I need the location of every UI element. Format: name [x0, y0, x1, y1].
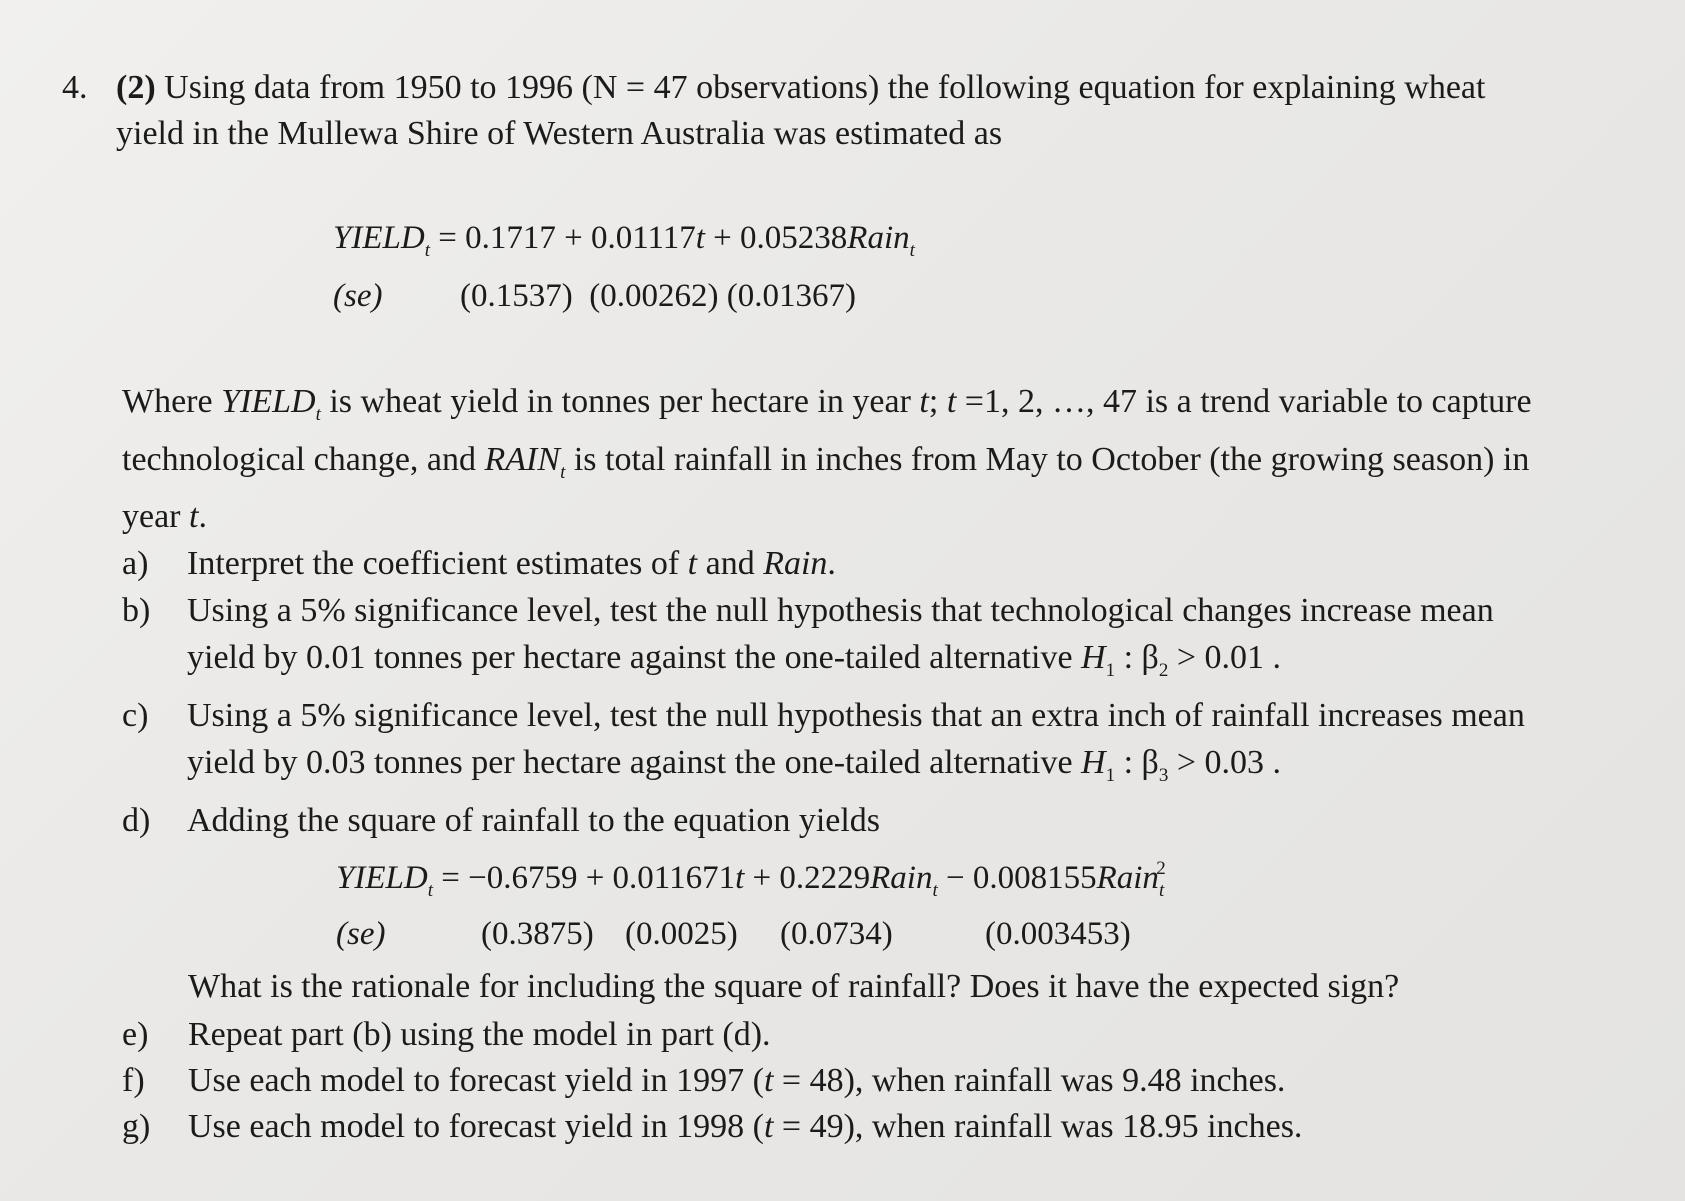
part-b-line2: yield by 0.01 tonnes per hectare against the one-tailed alternative $H_1$ : $\beta_2 > 0.01$ . [187, 639, 1282, 681]
part-a-text: Interpret the coefficient estimates of t and Rain. [187, 545, 836, 582]
part-c-line2: yield by 0.03 tonnes per hectare against the one-tailed alternative $H_1$ : $\beta_3 > 0.03$ . [187, 744, 1282, 786]
part-g-text: Use each model to forecast yield in 1998 (t = 49), when rainfall was 18.95 inches. [188, 1108, 1303, 1145]
eq1-rain: Rain [847, 220, 910, 256]
part-f-text: Use each model to forecast yield in 1997 (t = 48), when rainfall was 9.48 inches. [188, 1062, 1286, 1099]
part-e-label: e) [122, 1016, 149, 1053]
equation-2-se-label: (se) [336, 916, 386, 952]
part-c-label: c) [122, 697, 149, 734]
part-g-label: g) [122, 1108, 151, 1145]
question-marks: (2) [116, 69, 156, 106]
equation-1 [333, 218, 915, 261]
part-d-label: d) [122, 802, 151, 839]
description-line1: Where $YIELD_t$ is wheat yield in tonnes per hectare in year t; t =1, 2, …, 47 is a trend variable to capture [122, 383, 1532, 425]
part-f-label: f) [122, 1062, 145, 1099]
intro-text-1: Using data from 1950 to 1996 (N = 47 observations) the following equation for explaining wheat [164, 69, 1486, 106]
eq1-sub: t [424, 240, 430, 261]
eq1-rhs1: = 0.1717 + 0.01117 [429, 220, 696, 256]
part-b-label: b) [122, 592, 151, 629]
part-c-line1: Using a 5% significance level, test the null hypothesis that an extra inch of rainfall increases mean [187, 697, 1525, 734]
part-d-question: What is the rationale for including the square of rainfall? Does it have the expected sign? [188, 968, 1400, 1005]
equation-2-se-3: (0.0734) [780, 916, 893, 952]
question-number: 4. [62, 69, 88, 106]
eq1-t: t [695, 220, 705, 256]
eq1-rhs2: + 0.05238 [704, 220, 848, 256]
equation-1-se-label: (se) [333, 278, 383, 314]
equation-1-se-values: (0.1537) (0.00262) (0.01367) [460, 278, 856, 314]
part-a-label: a) [122, 545, 149, 582]
part-e-text: Repeat part (b) using the model in part (d). [188, 1016, 771, 1053]
question-intro-line1 [116, 68, 1485, 108]
equation-2-se-1: (0.3875) [481, 916, 594, 952]
eq1-yield: YIELD [333, 220, 425, 256]
equation-2-se-2: (0.0025) [625, 916, 738, 952]
part-b-line1: Using a 5% significance level, test the null hypothesis that technological changes increase mean [187, 592, 1494, 629]
question-intro-line2: yield in the Mullewa Shire of Western Australia was estimated as [116, 115, 1003, 152]
equation-2: $YIELD_t = -0.6759 + 0.011671t$ + 0.2229Rain$_t$ − 0.008155Rain$_t^2$ [336, 858, 1166, 901]
description-line2: technological change, and $RAIN_t$ is total rainfall in inches from May to October (the growing season) in [122, 441, 1530, 483]
part-d-text: Adding the square of rainfall to the equation yields [187, 802, 881, 839]
description-line3: year t. [122, 498, 207, 535]
eq1-rain-sub: t [909, 240, 915, 261]
equation-2-se-4: (0.003453) [985, 916, 1131, 952]
